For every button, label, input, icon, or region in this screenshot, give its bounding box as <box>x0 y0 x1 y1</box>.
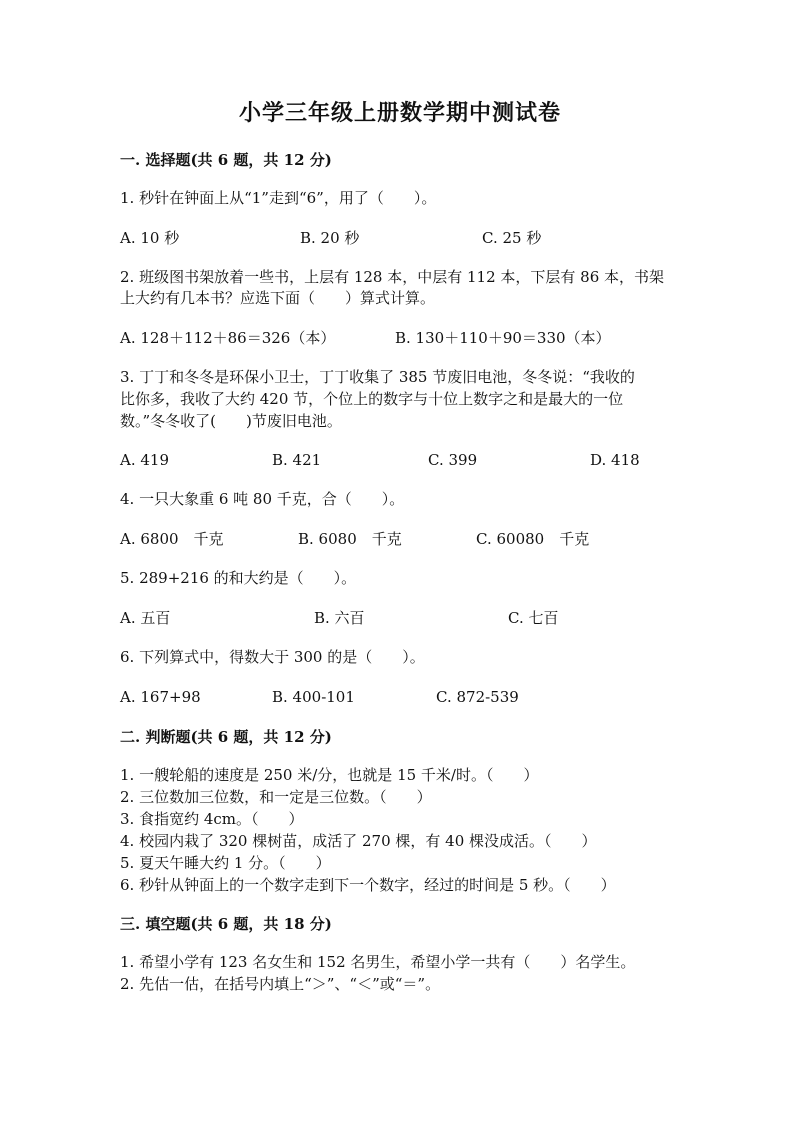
section-heading-choice: 一. 选择题(共 6 题，共 12 分) <box>120 151 332 169</box>
option: C. 25 秒 <box>482 229 542 247</box>
option: C. 60080 千克 <box>476 530 590 548</box>
option: B. 400-101 <box>272 688 355 706</box>
option: B. 130＋110＋90＝330（本） <box>395 329 611 347</box>
list-item: 6. 秒针从钟面上的一个数字走到下一个数字，经过的时间是 5 秒。（ ） <box>120 876 616 894</box>
page-title: 小学三年级上册数学期中测试卷 <box>238 100 561 126</box>
question-text: 3. 丁丁和冬冬是环保小卫士，丁丁收集了 385 节废旧电池，冬冬说：“我收的 <box>120 368 635 386</box>
option: B. 6080 千克 <box>298 530 402 548</box>
option: A. 167+98 <box>120 688 201 706</box>
option: A. 6800 千克 <box>120 530 224 548</box>
option: D. 418 <box>590 451 640 469</box>
option: C. 872-539 <box>436 688 519 706</box>
list-item: 2. 先估一估，在括号内填上“＞”、“＜”或“＝”。 <box>120 975 441 993</box>
list-item: 3. 食指宽约 4cm。（ ） <box>120 810 304 828</box>
question-text: 4. 一只大象重 6 吨 80 千克，合（ ）。 <box>120 490 405 508</box>
option: B. 六百 <box>314 609 365 627</box>
section-heading-fill: 三. 填空题(共 6 题，共 18 分) <box>120 915 332 933</box>
option: A. 五百 <box>120 609 171 627</box>
option: B. 20 秒 <box>300 229 360 247</box>
option: C. 七百 <box>508 609 559 627</box>
section-heading-judgement: 二. 判断题(共 6 题，共 12 分) <box>120 728 332 746</box>
list-item: 1. 希望小学有 123 名女生和 152 名男生，希望小学一共有（ ）名学生。 <box>120 953 636 971</box>
list-item: 5. 夏天午睡大约 1 分。（ ） <box>120 854 331 872</box>
question-text: 1. 秒针在钟面上从“1”走到“6”，用了（ ）。 <box>120 189 437 207</box>
question-text: 6. 下列算式中，得数大于 300 的是（ ）。 <box>120 648 425 666</box>
option: A. 128＋112＋86＝326（本） <box>120 329 336 347</box>
option: B. 421 <box>272 451 322 469</box>
question-text: 2. 班级图书架放着一些书，上层有 128 本，中层有 112 本，下层有 86 本，书架 <box>120 268 665 286</box>
list-item: 1. 一艘轮船的速度是 250 米/分，也就是 15 千米/时。（ ） <box>120 766 539 784</box>
list-item: 2. 三位数加三位数，和一定是三位数。（ ） <box>120 788 432 806</box>
question-text: 5. 289+216 的和大约是（ ）。 <box>120 569 357 587</box>
question-text: 比你多，我收了大约 420 节，个位上的数字与十位上数字之和是最大的一位 <box>120 390 624 408</box>
option: A. 10 秒 <box>120 229 180 247</box>
list-item: 4. 校园内栽了 320 棵树苗，成活了 270 棵，有 40 棵没成活。（ ） <box>120 832 597 850</box>
option: C. 399 <box>428 451 478 469</box>
question-text: 数。”冬冬收了( )节废旧电池。 <box>120 412 342 430</box>
option: A. 419 <box>120 451 169 469</box>
question-text: 上大约有几本书？应选下面（ ）算式计算。 <box>120 289 436 307</box>
